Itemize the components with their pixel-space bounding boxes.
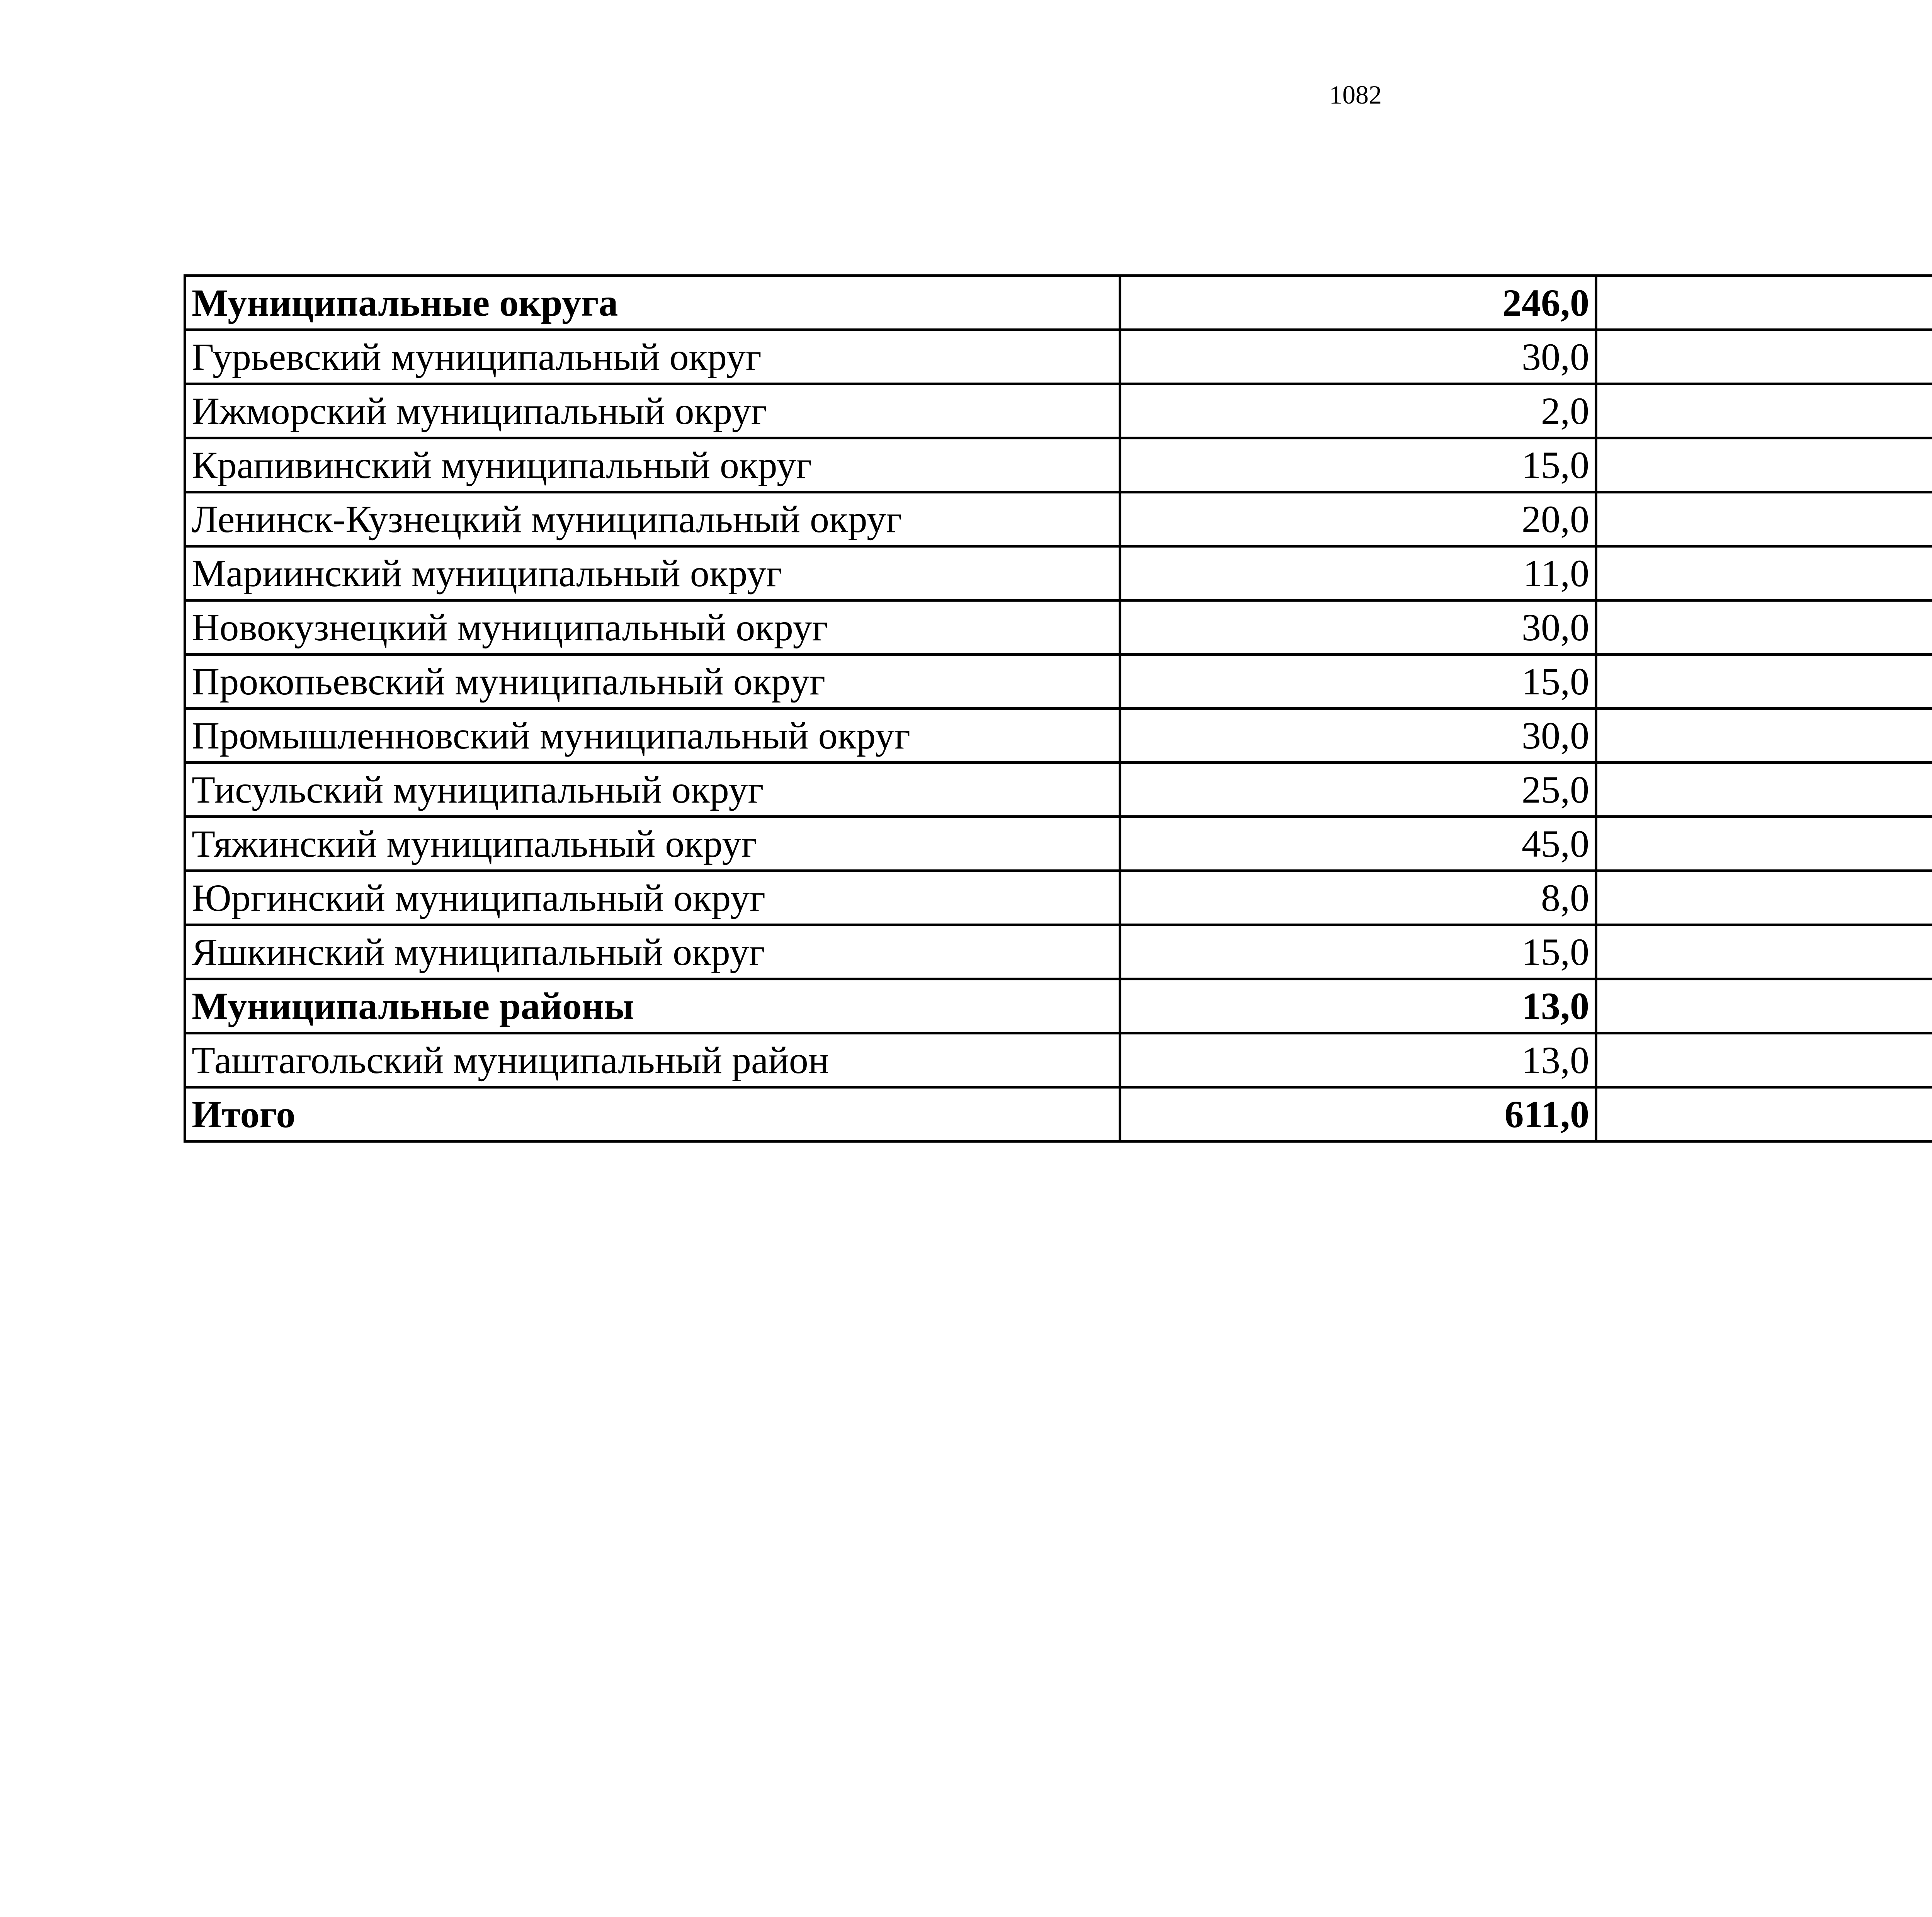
table-row <box>185 330 1932 384</box>
row-name-cell: Муниципальные округа <box>185 276 1120 330</box>
value-cell-2 <box>1596 276 1932 330</box>
value-cell-1: 30,0 <box>1120 709 1596 763</box>
value-cell-1: 8,0 <box>1120 871 1596 925</box>
row-name-cell: Таштагольский муниципальный район <box>185 1033 1120 1087</box>
row-name-cell: Тяжинский муниципальный округ <box>185 817 1120 871</box>
row-name-cell: Прокопьевский муниципальный округ <box>185 655 1120 709</box>
value-cell-2 <box>1596 709 1932 763</box>
value-cell-1: 20,0 <box>1120 492 1596 546</box>
row-name-cell: Новокузнецкий муниципальный округ <box>185 600 1120 655</box>
row-name-cell: Муниципальные районы <box>185 979 1120 1033</box>
table-row <box>185 871 1932 925</box>
value-cell-1: 45,0 <box>1120 817 1596 871</box>
table-row-subtotal <box>185 979 1932 1033</box>
row-name-cell: Тисульский муниципальный округ <box>185 763 1120 817</box>
value-cell-1: 611,0 <box>1120 1087 1596 1141</box>
row-name-cell: Крапивинский муниципальный округ <box>185 438 1120 492</box>
table-row <box>185 925 1932 979</box>
value-cell-2 <box>1596 655 1932 709</box>
value-cell-2 <box>1596 1087 1932 1141</box>
table-row <box>185 492 1932 546</box>
table-row <box>185 709 1932 763</box>
value-cell-1: 15,0 <box>1120 925 1596 979</box>
value-cell-1: 30,0 <box>1120 600 1596 655</box>
value-cell-2 <box>1596 979 1932 1033</box>
row-name-cell: Яшкинский муниципальный округ <box>185 925 1120 979</box>
value-cell-1: 25,0 <box>1120 763 1596 817</box>
table-row <box>185 600 1932 655</box>
table-row <box>185 655 1932 709</box>
table-body <box>185 276 1932 1141</box>
page-number: 1082 <box>1329 80 1382 109</box>
value-cell-1: 246,0 <box>1120 276 1596 330</box>
value-cell-2 <box>1596 600 1932 655</box>
allocation-table <box>184 274 1932 1143</box>
value-cell-1: 30,0 <box>1120 330 1596 384</box>
row-name-cell: Юргинский муниципальный округ <box>185 871 1120 925</box>
value-cell-1: 11,0 <box>1120 546 1596 600</box>
value-cell-1: 2,0 <box>1120 384 1596 438</box>
table-row <box>185 817 1932 871</box>
value-cell-2 <box>1596 384 1932 438</box>
value-cell-2 <box>1596 817 1932 871</box>
value-cell-1: 13,0 <box>1120 979 1596 1033</box>
value-cell-2 <box>1596 871 1932 925</box>
value-cell-2 <box>1596 1033 1932 1087</box>
table-row <box>185 763 1932 817</box>
table-row <box>185 1033 1932 1087</box>
value-cell-2 <box>1596 546 1932 600</box>
row-name-cell: Итого <box>185 1087 1120 1141</box>
value-cell-2 <box>1596 330 1932 384</box>
table-row <box>185 384 1932 438</box>
table-row <box>185 438 1932 492</box>
row-name-cell: Мариинский муниципальный округ <box>185 546 1120 600</box>
row-name-cell: Ленинск-Кузнецкий муниципальный округ <box>185 492 1120 546</box>
row-name-cell: Промышленновский муниципальный округ <box>185 709 1120 763</box>
value-cell-2 <box>1596 438 1932 492</box>
table-row <box>185 546 1932 600</box>
value-cell-1: 15,0 <box>1120 438 1596 492</box>
value-cell-1: 15,0 <box>1120 655 1596 709</box>
value-cell-1: 13,0 <box>1120 1033 1596 1087</box>
value-cell-2 <box>1596 925 1932 979</box>
table-row-subtotal <box>185 276 1932 330</box>
value-cell-2 <box>1596 492 1932 546</box>
row-name-cell: Ижморский муниципальный округ <box>185 384 1120 438</box>
row-name-cell: Гурьевский муниципальный округ <box>185 330 1120 384</box>
value-cell-2 <box>1596 763 1932 817</box>
table-row-subtotal <box>185 1087 1932 1141</box>
